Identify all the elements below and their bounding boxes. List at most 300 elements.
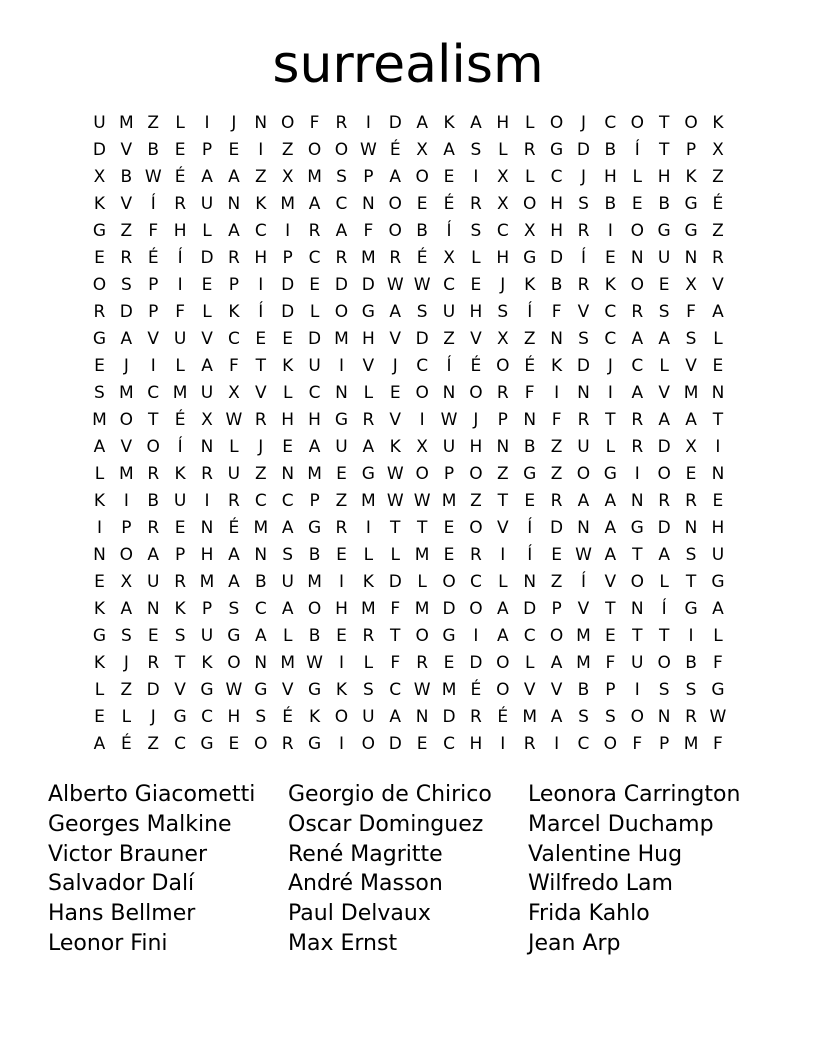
grid-letter: R xyxy=(281,734,294,754)
grid-letter: U xyxy=(227,464,241,484)
grid-letter: A xyxy=(93,437,106,457)
grid-letter: R xyxy=(335,248,348,268)
grid-letter: V xyxy=(389,410,402,430)
grid-letter: E xyxy=(94,248,105,268)
grid-letter: R xyxy=(631,410,644,430)
grid-letter: Z xyxy=(120,221,133,241)
grid-letter: E xyxy=(443,167,455,187)
grid-letter: W xyxy=(413,680,431,700)
grid-letter: C xyxy=(604,329,617,349)
grid-letter: B xyxy=(577,680,590,700)
grid-letter: D xyxy=(442,707,456,727)
grid-letter: E xyxy=(228,734,240,754)
grid-letter: B xyxy=(308,626,321,646)
grid-letter: V xyxy=(496,518,509,538)
grid-letter: E xyxy=(336,626,347,646)
grid-letter: O xyxy=(415,383,429,403)
grid-letter: R xyxy=(550,491,563,511)
grid-letter: O xyxy=(119,545,134,565)
grid-letter: É xyxy=(120,734,132,754)
grid-letter: E xyxy=(551,545,562,565)
grid-letter: N xyxy=(523,572,537,592)
grid-letter: D xyxy=(657,437,671,457)
grid-letter: I xyxy=(204,491,210,511)
grid-letter: G xyxy=(549,140,564,160)
grid-letter: O xyxy=(630,572,644,592)
grid-letter: A xyxy=(228,572,240,592)
grid-letter: K xyxy=(174,464,186,484)
grid-letter: G xyxy=(361,302,375,322)
grid-letter: B xyxy=(658,194,670,214)
grid-letter: P xyxy=(174,545,186,565)
grid-letter: T xyxy=(685,572,697,592)
grid-letter: V xyxy=(577,599,590,619)
grid-letter: D xyxy=(92,140,106,160)
word-list-item: Oscar Dominguez xyxy=(288,811,484,837)
word-list-item: Salvador Dalí xyxy=(48,871,195,897)
grid-letter: C xyxy=(227,329,240,349)
grid-letter: R xyxy=(362,410,375,430)
grid-letter: U xyxy=(442,437,456,457)
grid-row xyxy=(86,569,732,596)
grid-letter: S xyxy=(685,329,697,349)
grid-letter: Í xyxy=(177,437,183,457)
grid-letter: X xyxy=(443,248,455,268)
grid-letter: P xyxy=(201,140,213,160)
grid-letter: P xyxy=(309,491,320,511)
grid-letter: H xyxy=(469,437,483,457)
grid-letter: Í xyxy=(258,302,264,322)
grid-letter: K xyxy=(93,599,106,619)
grid-letter: T xyxy=(390,518,401,538)
grid-letter: R xyxy=(254,410,267,430)
grid-letter: G xyxy=(307,518,322,538)
grid-letter: W xyxy=(386,275,404,295)
grid-letter: N xyxy=(577,518,590,538)
word-list-item: Valentine Hug xyxy=(528,841,683,867)
grid-letter: K xyxy=(201,653,213,673)
grid-letter: R xyxy=(335,518,348,538)
grid-letter: M xyxy=(119,464,134,484)
grid-letter: L xyxy=(229,437,239,457)
grid-letter: E xyxy=(94,356,105,376)
grid-letter: M xyxy=(119,113,134,133)
grid-letter: G xyxy=(173,707,187,727)
grid-letter: C xyxy=(335,194,348,214)
grid-letter: L xyxy=(390,545,400,565)
grid-letter: A xyxy=(658,410,670,430)
grid-letter: S xyxy=(578,707,589,727)
grid-letter: V xyxy=(174,680,186,700)
grid-letter: G xyxy=(227,626,241,646)
grid-letter: G xyxy=(307,734,322,754)
grid-letter: C xyxy=(254,491,267,511)
grid-letter: E xyxy=(604,248,616,268)
grid-letter: U xyxy=(335,437,348,457)
grid-letter: S xyxy=(470,221,482,241)
grid-letter: B xyxy=(604,194,617,214)
grid-letter: I xyxy=(634,464,640,484)
grid-letter: C xyxy=(389,680,402,700)
grid-letter: D xyxy=(361,275,375,295)
grid-letter: O xyxy=(630,221,644,241)
grid-row xyxy=(86,380,732,407)
grid-letter: M xyxy=(522,707,538,727)
grid-letter: J xyxy=(123,356,129,376)
grid-letter: J xyxy=(580,167,586,187)
grid-letter: W xyxy=(225,680,243,700)
grid-row xyxy=(86,407,732,434)
grid-letter: S xyxy=(416,302,428,322)
grid-letter: F xyxy=(148,221,159,241)
grid-letter: K xyxy=(228,302,240,322)
grid-letter: R xyxy=(147,518,160,538)
grid-letter: O xyxy=(119,410,134,430)
grid-letter: B xyxy=(523,437,536,457)
grid-letter: D xyxy=(388,113,402,133)
grid-letter: A xyxy=(712,599,724,619)
grid-letter: O xyxy=(603,734,618,754)
grid-letter: F xyxy=(632,734,643,754)
grid-letter: K xyxy=(443,113,455,133)
grid-letter: O xyxy=(361,734,376,754)
grid-letter: D xyxy=(308,329,322,349)
grid-letter: J xyxy=(473,410,479,430)
grid-letter: E xyxy=(94,707,105,727)
grid-letter: E xyxy=(228,140,240,160)
grid-letter: E xyxy=(255,329,267,349)
grid-letter: I xyxy=(338,572,344,592)
grid-letter: H xyxy=(281,410,295,430)
grid-row xyxy=(86,515,732,542)
grid-letter: X xyxy=(201,410,213,430)
grid-letter: E xyxy=(309,275,320,295)
grid-letter: M xyxy=(414,545,430,565)
grid-letter: A xyxy=(577,491,590,511)
grid-letter: E xyxy=(470,275,482,295)
grid-letter: K xyxy=(174,599,186,619)
grid-letter: E xyxy=(604,626,616,646)
grid-letter: F xyxy=(524,383,535,403)
grid-letter: R xyxy=(470,194,482,214)
grid-letter: U xyxy=(631,653,644,673)
grid-letter: C xyxy=(443,734,455,754)
grid-letter: E xyxy=(416,194,428,214)
grid-letter: T xyxy=(712,410,724,430)
grid-letter: T xyxy=(658,140,670,160)
grid-letter: L xyxy=(282,626,293,646)
grid-letter: Í xyxy=(150,194,156,214)
grid-letter: G xyxy=(603,464,617,484)
grid-letter: I xyxy=(554,383,560,403)
grid-letter: O xyxy=(146,437,160,457)
grid-letter: K xyxy=(93,653,106,673)
grid-letter: U xyxy=(147,572,160,592)
grid-letter: L xyxy=(659,572,669,592)
grid-letter: S xyxy=(578,194,589,214)
grid-letter: C xyxy=(550,167,563,187)
grid-letter: P xyxy=(363,167,374,187)
grid-letter: C xyxy=(254,599,267,619)
grid-letter: C xyxy=(174,734,187,754)
grid-row xyxy=(86,191,732,218)
grid-row xyxy=(86,623,732,650)
grid-letter: N xyxy=(415,707,429,727)
grid-letter: É xyxy=(416,248,428,268)
grid-letter: V xyxy=(712,275,724,295)
grid-letter: R xyxy=(685,707,697,727)
grid-letter: I xyxy=(554,734,560,754)
grid-letter: P xyxy=(685,140,697,160)
grid-letter: G xyxy=(523,248,537,268)
grid-letter: O xyxy=(254,734,268,754)
grid-letter: D xyxy=(469,653,483,673)
grid-letter: É xyxy=(524,356,536,376)
grid-letter: X xyxy=(496,194,509,214)
grid-letter: A xyxy=(496,626,509,646)
grid-letter: O xyxy=(523,194,537,214)
grid-letter: N xyxy=(684,518,698,538)
grid-letter: C xyxy=(308,248,321,268)
grid-letter: C xyxy=(254,221,267,241)
grid-letter: L xyxy=(524,653,535,673)
grid-letter: K xyxy=(524,275,536,295)
grid-letter: E xyxy=(712,491,724,511)
grid-letter: G xyxy=(630,518,644,538)
grid-letter: L xyxy=(471,248,481,268)
grid-letter: A xyxy=(389,167,402,187)
grid-letter: É xyxy=(282,707,294,727)
grid-letter: R xyxy=(577,275,590,295)
grid-letter: A xyxy=(604,518,617,538)
grid-letter: T xyxy=(255,356,266,376)
grid-letter: E xyxy=(174,140,186,160)
grid-row xyxy=(86,110,732,137)
grid-letter: Z xyxy=(550,572,563,592)
grid-letter: B xyxy=(147,491,160,511)
grid-row xyxy=(86,137,732,164)
grid-letter: M xyxy=(361,599,376,619)
grid-letter: T xyxy=(416,518,428,538)
grid-letter: B xyxy=(254,572,267,592)
grid-letter: I xyxy=(688,626,694,646)
grid-letter: D xyxy=(550,518,564,538)
grid-letter: N xyxy=(711,464,725,484)
grid-letter: Í xyxy=(446,221,452,241)
grid-letter: I xyxy=(365,113,371,133)
grid-letter: B xyxy=(604,140,617,160)
grid-letter: P xyxy=(121,518,132,538)
grid-letter: U xyxy=(362,707,375,727)
grid-letter: O xyxy=(307,140,322,160)
grid-letter: L xyxy=(524,167,535,187)
grid-letter: É xyxy=(470,356,482,376)
grid-letter: A xyxy=(93,734,106,754)
grid-letter: O xyxy=(496,680,510,700)
grid-letter: Z xyxy=(712,221,724,241)
grid-letter: U xyxy=(577,437,590,457)
grid-letter: W xyxy=(359,140,377,160)
grid-letter: N xyxy=(577,383,590,403)
grid-letter: U xyxy=(200,626,214,646)
grid-letter: E xyxy=(336,464,347,484)
grid-letter: E xyxy=(443,518,455,538)
grid-letter: B xyxy=(120,167,133,187)
grid-letter: C xyxy=(577,734,590,754)
grid-row xyxy=(86,326,732,353)
grid-letter: L xyxy=(94,680,105,700)
grid-letter: É xyxy=(228,518,240,538)
word-list-item: Victor Brauner xyxy=(48,841,207,867)
grid-letter: K xyxy=(604,275,616,295)
grid-letter: É xyxy=(443,194,455,214)
grid-letter: T xyxy=(390,626,401,646)
grid-letter: O xyxy=(442,572,456,592)
grid-letter: G xyxy=(307,680,322,700)
grid-letter: I xyxy=(607,383,613,403)
grid-letter: A xyxy=(416,113,428,133)
grid-letter: W xyxy=(386,491,404,511)
grid-letter: C xyxy=(201,707,213,727)
grid-letter: G xyxy=(92,626,107,646)
grid-letter: A xyxy=(228,167,240,187)
grid-letter: O xyxy=(496,356,510,376)
grid-letter: W xyxy=(144,167,162,187)
grid-letter: I xyxy=(715,437,721,457)
grid-letter: G xyxy=(684,194,698,214)
grid-letter: Í xyxy=(527,518,533,538)
grid-letter: M xyxy=(119,383,134,403)
grid-letter: W xyxy=(440,410,458,430)
grid-letter: X xyxy=(523,221,536,241)
grid-letter: N xyxy=(146,599,160,619)
grid-letter: J xyxy=(500,275,506,295)
grid-letter: M xyxy=(361,491,376,511)
grid-letter: É xyxy=(174,167,186,187)
grid-letter: I xyxy=(634,680,640,700)
grid-letter: O xyxy=(657,653,671,673)
grid-letter: R xyxy=(712,248,724,268)
grid-letter: I xyxy=(96,518,102,538)
grid-letter: I xyxy=(338,356,344,376)
grid-letter: O xyxy=(549,626,564,646)
grid-letter: Z xyxy=(470,491,482,511)
grid-letter: S xyxy=(362,680,374,700)
word-list-item: Leonora Carrington xyxy=(528,782,741,807)
grid-letter: A xyxy=(389,707,402,727)
grid-letter: V xyxy=(120,140,133,160)
grid-letter: O xyxy=(388,221,402,241)
grid-letter: S xyxy=(497,302,509,322)
grid-letter: Í xyxy=(446,356,452,376)
word-list-item: Hans Bellmer xyxy=(48,901,196,927)
grid-letter: J xyxy=(258,437,264,457)
grid-letter: D xyxy=(388,734,402,754)
grid-letter: S xyxy=(255,707,267,727)
grid-letter: R xyxy=(362,626,375,646)
grid-letter: R xyxy=(416,653,429,673)
grid-letter: N xyxy=(523,410,537,430)
grid-row xyxy=(86,650,732,677)
grid-letter: K xyxy=(93,194,106,214)
grid-letter: S xyxy=(658,680,670,700)
grid-letter: V xyxy=(470,329,482,349)
grid-letter: D xyxy=(576,356,591,376)
grid-row xyxy=(86,272,732,299)
grid-letter: D xyxy=(388,572,402,592)
grid-letter: B xyxy=(685,653,697,673)
grid-letter: G xyxy=(254,680,268,700)
grid-letter: V xyxy=(658,383,670,403)
grid-letter: E xyxy=(389,383,401,403)
grid-letter: I xyxy=(473,626,479,646)
grid-letter: R xyxy=(470,707,482,727)
grid-letter: L xyxy=(632,167,642,187)
grid-letter: K xyxy=(282,356,294,376)
grid-letter: W xyxy=(709,707,727,727)
grid-letter: A xyxy=(308,194,321,214)
grid-letter: L xyxy=(121,707,132,727)
grid-letter: E xyxy=(524,491,536,511)
grid-letter: A xyxy=(281,599,294,619)
grid-letter: S xyxy=(658,302,670,322)
grid-letter: A xyxy=(335,221,348,241)
grid-letter: A xyxy=(470,113,482,133)
grid-letter: R xyxy=(174,194,187,214)
grid-letter: C xyxy=(523,626,536,646)
grid-letter: I xyxy=(500,734,506,754)
grid-letter: F xyxy=(363,221,374,241)
grid-letter: X xyxy=(416,140,428,160)
grid-letter: X xyxy=(496,329,509,349)
grid-letter: N xyxy=(281,464,295,484)
grid-letter: W xyxy=(575,545,592,565)
grid-letter: S xyxy=(94,383,105,403)
grid-letter: A xyxy=(443,140,455,160)
grid-letter: L xyxy=(498,572,508,592)
grid-letter: C xyxy=(496,221,509,241)
grid-letter: X xyxy=(120,572,133,592)
grid-letter: P xyxy=(148,275,159,295)
grid-letter: M xyxy=(172,383,188,403)
grid-letter: R xyxy=(147,653,160,673)
grid-letter: A xyxy=(389,302,402,322)
word-list-item: Marcel Duchamp xyxy=(528,811,714,837)
grid-letter: X xyxy=(685,275,697,295)
grid-letter: I xyxy=(365,518,371,538)
grid-letter: O xyxy=(496,653,510,673)
grid-letter: O xyxy=(92,275,107,295)
grid-letter: A xyxy=(201,356,213,376)
grid-letter: R xyxy=(93,302,106,322)
grid-letter: M xyxy=(441,680,457,700)
grid-letter: G xyxy=(442,626,456,646)
grid-letter: O xyxy=(469,383,483,403)
grid-letter: O xyxy=(630,275,644,295)
grid-letter: S xyxy=(282,545,294,565)
word-list-item: Leonor Fini xyxy=(48,930,168,956)
grid-letter: G xyxy=(711,680,725,700)
grid-letter: V xyxy=(685,356,697,376)
grid-row xyxy=(86,461,732,488)
grid-letter: J xyxy=(123,653,129,673)
grid-letter: C xyxy=(281,491,294,511)
grid-letter: G xyxy=(334,410,349,430)
grid-letter: A xyxy=(120,599,133,619)
grid-letter: R xyxy=(147,464,160,484)
grid-letter: F xyxy=(686,302,696,322)
grid-letter: M xyxy=(199,572,215,592)
